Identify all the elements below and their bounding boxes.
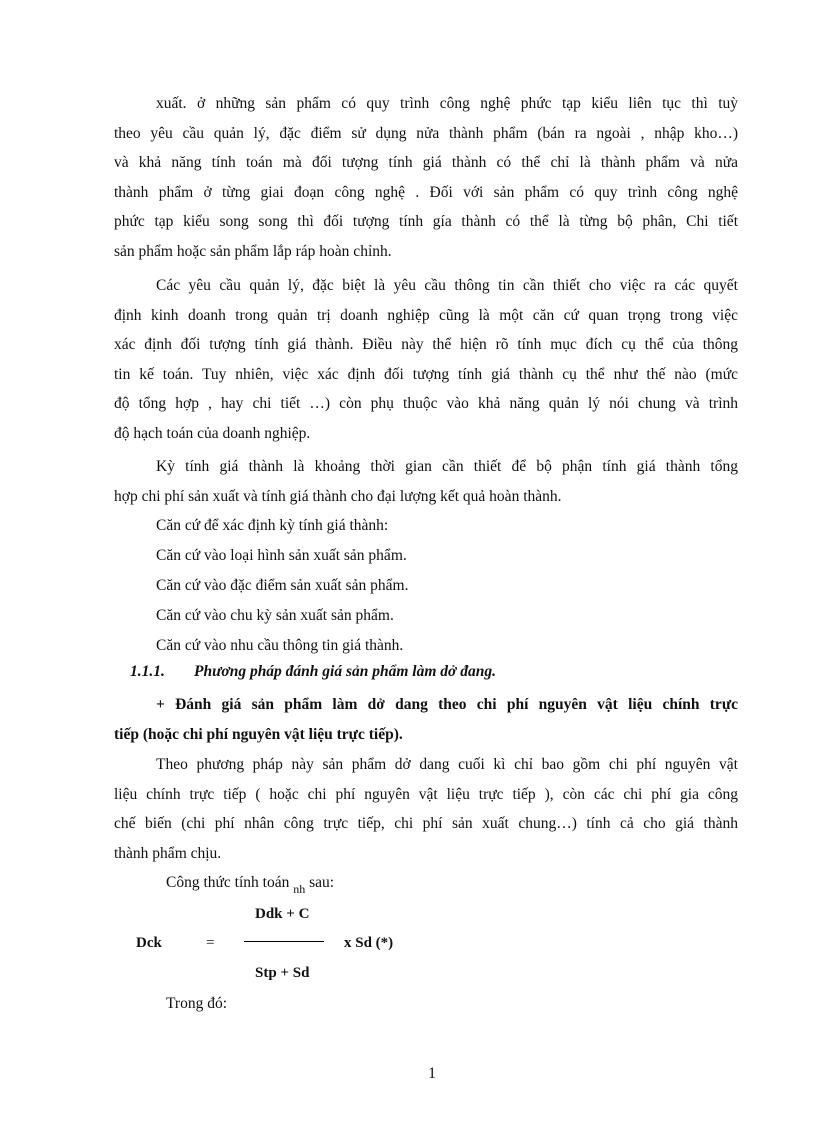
text-line: tin kế toán. Tuy nhiên, việc xác định đối tượng tính giá thành cụ thể như thế nào (mức — [114, 365, 738, 383]
text-line: Các yêu cầu quản lý, đặc biệt là yêu cầu thông tin cần thiết cho việc ra các quyết — [156, 277, 738, 294]
formula-lhs: Dck — [136, 935, 162, 951]
section-heading — [130, 663, 496, 681]
where-label: Trong đó: — [166, 995, 228, 1012]
text-line: liệu chính trực tiếp ( hoặc chi phí nguyên vật liệu trực tiếp ), còn các chi phí gia công — [114, 785, 738, 803]
basis-item: Căn cứ vào loại hình sản xuất sản phẩm. — [156, 547, 407, 564]
paragraph-1 — [114, 89, 738, 266]
text-line: độ hạch toán của doanh nghiệp. — [114, 424, 311, 442]
basis-intro: Căn cứ để xác định kỳ tính giá thành: — [156, 517, 389, 534]
text-line: độ tổng hợp , hay chi tiết …) còn phụ thuộc vào khả năng quản lý nói chung và trình — [114, 395, 738, 412]
basis-item: Căn cứ vào đặc điểm sản xuất sản phẩm. — [156, 577, 409, 594]
formula-multiplier: x Sd (*) — [344, 935, 394, 951]
formula-numerator: Ddk + C — [255, 906, 310, 922]
basis-item: Căn cứ vào chu kỳ sản xuất sản phẩm. — [156, 607, 394, 624]
text-line: chế biến (chi phí nhân công trực tiếp, chi phí sản xuất chung…) tính cả cho giá thành — [114, 815, 738, 832]
formula-intro-sub: nh — [293, 882, 306, 896]
formula-intro-end: sau: — [305, 874, 335, 891]
paragraph-2 — [114, 271, 738, 448]
fraction-bar — [244, 941, 324, 942]
text-line: và khả năng tính toán mà đối tượng tính giá thành có thể chỉ là thành phẩm và nửa — [114, 154, 738, 171]
heading-title: Phương pháp đánh giá sản phẩm làm dở đang. — [194, 663, 496, 680]
paragraph-4 — [114, 750, 738, 868]
text-line: theo yêu cầu quản lý, đặc điểm sử dụng nửa thành phẩm (bán ra ngoài , nhập kho…) — [114, 124, 738, 142]
text-line: tiếp (hoặc chi phí nguyên vật liệu trực tiếp). — [114, 725, 403, 743]
text-line: Theo phương pháp này sản phẩm dở dang cuối kì chỉ bao gồm chi phí nguyên vật — [156, 756, 738, 773]
formula-denominator: Stp + Sd — [255, 965, 310, 981]
text-line: phức tạp kiểu song song thì đối tượng tính gía thành có thể là từng bộ phân, Chi tiết — [114, 213, 738, 230]
text-line: xác định đối tượng tính giá thành. Điều này thể hiện rõ tính mục đích cụ thể của thông — [114, 336, 738, 353]
text-line: thành phẩm ở từng giai đoạn công nghệ . Đối với sản phẩm có quy trình công nghệ — [114, 183, 738, 201]
paragraph-3 — [114, 452, 738, 511]
formula-intro — [166, 874, 335, 896]
text-line: xuất. ở những sản phẩm có quy trình công nghệ phức tạp kiểu liên tục thì tuỳ — [156, 95, 738, 112]
formula-equals: = — [206, 935, 215, 951]
page-number: 1 — [428, 1065, 436, 1082]
text-line: Kỳ tính giá thành là khoảng thời gian cần thiết để bộ phận tính giá thành tổng — [156, 458, 738, 475]
text-line: thành phẩm chịu. — [114, 844, 222, 862]
heading-number: 1.1.1. — [130, 663, 165, 680]
text-line: + Đánh giá sản phẩm làm dở dang theo chi phí nguyên vật liệu chính trực — [156, 696, 738, 713]
text-line: hợp chi phí sản xuất và tính giá thành cho đại lượng kết quả hoàn thành. — [114, 487, 562, 505]
bold-paragraph — [114, 690, 738, 749]
basis-item: Căn cứ vào nhu cầu thông tin giá thành. — [156, 637, 404, 654]
text-line: định kinh doanh trong quản trị doanh nghiệp cũng là một căn cứ quan trọng trong việc — [114, 306, 738, 324]
formula-intro-text: Công thức tính toán — [166, 874, 290, 891]
text-line: sản phẩm hoặc sản phẩm lắp ráp hoàn chỉnh. — [114, 242, 392, 260]
